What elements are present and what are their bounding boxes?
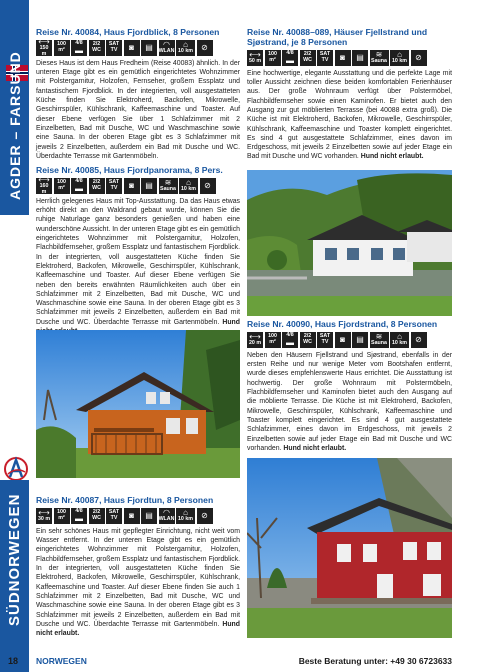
washing-machine-icon: ◙ [124, 178, 140, 194]
washing-machine-icon: ◙ [124, 40, 140, 56]
listing-title: Reise Nr. 40084, Haus Fjordblick, 8 Personen [36, 27, 220, 37]
no-dogs-icon: ⊘ [197, 40, 213, 56]
sauna-icon: ≋ Sauna [371, 332, 387, 347]
distance-icon: ⟷ 150 m [36, 40, 52, 56]
amenity-icons [247, 332, 452, 349]
size-icon: 100 m² [54, 40, 70, 56]
page-number: 18 [8, 656, 19, 666]
washing-machine-icon: ◙ [335, 332, 351, 348]
listing-description: Eine hochwertige, elegante Ausstattung und die perfekte Lage mit toller Aussicht zeichnen diese beiden komfortablen Ferienhäuser aus. Der große Wohnraum verfügt über Polstermöbel, Flachbildfernseher sowie einen Kaminofen. Er bietet auch den Ausgang zur gut möblierten Terrasse (bei 40088 extra groß). Die Küche ist mit Elektroherd, Backofen, Mikrowelle, Geschirrspüler, Kühlschrank, Kaffeemaschine und Toaster komplett eingerichtet. Es sind 4 gut ausgestattete Schlafzimmer, eines davon im Erdgeschoss, mit jeweils 2 Einzelbetten sowie auf jeder Etage ein Bad mit Dusche und WC vorhanden. Hund nicht erlaubt. [247, 69, 452, 161]
dishwasher-icon: ▤ [352, 50, 368, 66]
amenity-icons [36, 37, 240, 57]
size-icon: 100 m² [265, 50, 281, 66]
tv-icon: SAT TV [106, 508, 122, 524]
listing-title: Reise Nr. 40090, Haus Fjordstrand, 8 Personen [247, 319, 438, 329]
listing-40084 [36, 28, 240, 161]
no-dogs-icon: ⊘ [411, 332, 427, 348]
region-label-suednorwegen: SÜDNORWEGEN [6, 493, 23, 626]
pet-policy: Hund nicht erlaubt. [36, 620, 240, 638]
distance-town-icon: ⌂ 10 km [391, 332, 408, 347]
wc-icon: 2/2 WC [89, 40, 105, 56]
pet-policy: Hund nicht erlaubt. [283, 444, 347, 452]
bed-icon: 4/8 ▬ [71, 178, 87, 194]
house-photo-fjordpanorama [36, 330, 240, 478]
no-dogs-icon: ⊘ [197, 508, 213, 524]
distance-icon: ⟷ 20 m [248, 332, 262, 347]
dishwasher-icon: ▤ [141, 178, 157, 194]
tv-icon: SAT TV [317, 332, 333, 348]
dishwasher-icon: ▤ [141, 40, 157, 56]
distance-town-icon: ⌂ 10 km [180, 178, 197, 193]
bed-icon: 4/8 ▬ [282, 332, 298, 348]
size-icon: 100 m² [54, 178, 70, 194]
footer-contact: Beste Beratung unter: +49 30 6723633 [298, 656, 452, 666]
listing-description: Neben den Häusern Fjellstrand und Sjøstrand, ebenfalls in der ersten Reihe und nur wenige Meter vom Bootshafen entfernt, wurde dieses empfehlenswerte Haus errichtet. Die Ausstattung ist hochwertig. Der große Wohnraum mit Polstermöbeln, Flachbildfernseher und Kaminofen bietet auch den Ausgang auf die möblierte Terrasse. Die Küche ist mit Elektroherd, Backofen, Mikrowelle, Geschirrspüler, Kühlschrank, Kaffeemaschine und Toaster komplett eingerichtet. Es sind 4 gut ausgestattete Schlafzimmer, eines davon im Erdgeschoss, mit jeweils 2 Einzelbetten sowie auf jeder Etage ein Bad mit Dusche und WC vorhanden. Hund nicht erlaubt. [247, 351, 452, 452]
pet-policy: Hund nicht erlaubt. [360, 153, 424, 161]
amenity-icons [36, 508, 240, 525]
no-dogs-icon: ⊘ [411, 50, 427, 66]
distance-icon: ⟷ 160 m [36, 178, 52, 194]
listing-title: Reise Nr. 40087, Haus Fjordtun, 8 Personen [36, 495, 214, 505]
pet-policy: Hund [222, 318, 240, 326]
house-photo-fjellstrand-sjostrand [247, 170, 452, 316]
listing-title: Reise Nr. 40085, Haus Fjordpanorama, 8 Pers. [36, 165, 223, 175]
distance-town-icon: ⌂ 10 km [391, 49, 408, 64]
distance-icon: ⟷ 50 m [248, 49, 262, 64]
region-label-agder: AGDER – FARSUND [7, 51, 23, 200]
page-footer [0, 652, 480, 672]
listing-description: Herrlich gelegenes Haus mit Top-Ausstattung. Da das Haus etwas erhöht direkt an den Waldrand gebaut wurde, können Sie die ruhige Naturlage ganz besonders genießen und haben eine wunderschöne Aussicht. In der unteren Etage gibt es ein gemütlich eingerichtetes Wohnzimmer mit Polstergarnitur, Holzofen, Flachbildfernseher, großem Essplatz und fantastischem Fjordblick. In der integrierten, voll ausgestatteten Küche finden Sie Elektroherd, Backofen, Mikrowelle, Geschirrspüler, Kühlschrank, Kaffeemaschine und Toaster. Auf dieser Ebene verfügen Sie neben den bereits erwähnten Räumlichkeiten auch über ein Schlafzimmer mit 2 Einzelbetten, Bad mit Dusche, WC und Waschmaschine sowie eine Sauna. In der oberen Etage gibt es 3 Schlafzimmer mit jeweils 2 Einzelbetten, außerdem ein Bad mit Dusche und WC. Überdachte Terrasse mit Gartenmöbeln. Hund [36, 197, 240, 336]
listing-40088-089 [247, 28, 452, 162]
wlan-icon: ◠ WLAN [158, 40, 175, 55]
wc-icon: 2/2 WC [89, 508, 105, 524]
listing-description: Dieses Haus ist dem Haus Fredheim (Reise 40083) ähnlich. In der unteren Etage gibt es ein gemütlich eingerichtetes Wohnzimmer mit Polstergarnitur, Holzofen, Fernseher, großem Essplatz und fantastischem Fjordblick. In der integrierten, voll ausgestatteten Küche finden Sie Elektroherd, Backofen, Mikrowelle, Geschirrspüler, Kühlschrank, Kaffeemaschine und Toaster. Auf dieser Ebene verfügen Sie über 1 Schlafzimmer mit 2 Einzelbetten, Bad mit Dusche, WC und Waschmaschine sowie eine Sauna. In der oberen Etage gibt es 3 Schlafzimmer mit jeweils 2 Einzelbetten, außerdem ein Bad mit Dusche und WC. Überdachte Terrasse mit Gartenmöbeln. [36, 59, 240, 160]
wc-icon: 2/2 WC [300, 50, 316, 66]
dishwasher-icon: ▤ [352, 332, 368, 348]
no-dogs-icon: ⊘ [200, 178, 216, 194]
listing-40087 [36, 496, 240, 638]
sauna-icon: ≋ Sauna [160, 178, 176, 193]
distance-town-icon: ⌂ 10 km [177, 508, 194, 523]
bed-icon: 4/8 ▬ [71, 508, 87, 524]
footer-section-label: NORWEGEN [36, 656, 87, 666]
wc-icon: 2/2 WC [300, 332, 316, 348]
tv-icon: SAT TV [106, 178, 122, 194]
listing-description: Ein sehr schönes Haus mit gepflegter Einrichtung, nicht weit vom Wasser entfernt. In der unteren Etage gibt es ein gemütlich eingerichtetes Wohnzimmer mit Polstergarnitur, Holzofen, Flachbildfernseher, großem Essplatz und fantastischem Fjordblick. In der integrierten, voll ausgestatteten Küche finden Sie Elektroherd, Backofen, Mikrowelle, Geschirrspüler, Kühlschrank, Kaffeemaschine und Toaster. Auf dieser Ebene finden Sie auch 1 Schlafzimmer mit 2 Einzelbetten, Bad mit Dusche, WC und Waschmaschine sowie eine Sauna. In der oberen Etage gibt es 3 Schlafzimmer mit jeweils 2 Einzelbetten, außerdem ein Bad mit Dusche und WC. Überdachte Terrasse mit Gartenmöbeln. Hund nicht erlaubt. [36, 527, 240, 638]
bed-icon: 4/8 ▬ [282, 50, 298, 66]
dishwasher-icon: ▤ [141, 508, 157, 524]
size-icon: 100 m² [265, 332, 281, 348]
wlan-icon: ◠ WLAN [158, 508, 175, 523]
listing-40085 [36, 166, 240, 336]
sidebar [0, 0, 29, 672]
amenity-icons [36, 175, 240, 195]
house-photo-fjordstrand [247, 458, 452, 638]
listing-title: Reise Nr. 40088–089, Häuser Fjellstrand und Sjøstrand, je 8 Personen [247, 27, 428, 47]
tv-icon: SAT TV [106, 40, 122, 56]
tv-icon: SAT TV [317, 50, 333, 66]
size-icon: 100 m² [54, 508, 70, 524]
sauna-icon: ≋ Sauna [371, 49, 387, 64]
distance-icon: ⟷ 30 m [37, 508, 51, 523]
distance-town-icon: ⌂ 10 km [177, 40, 194, 55]
listing-40090 [247, 320, 452, 453]
amenity-icons [247, 50, 452, 67]
washing-machine-icon: ◙ [335, 50, 351, 66]
wc-icon: 2/2 WC [89, 178, 105, 194]
washing-machine-icon: ◙ [124, 508, 140, 524]
travel-company-logo-icon [4, 455, 28, 483]
bed-icon: 4/8 ▬ [71, 40, 87, 56]
